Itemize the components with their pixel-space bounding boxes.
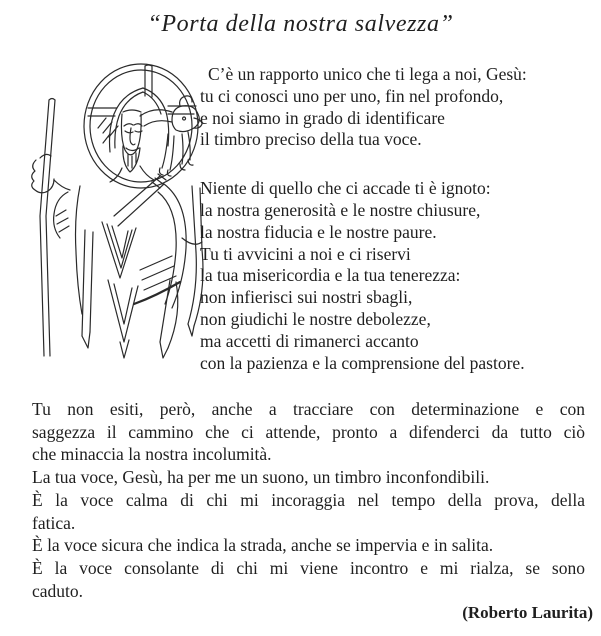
body-line: Tu non esiti, però, anche a tracciare con determinazione e con bbox=[32, 399, 585, 419]
body-line: che minaccia la nostra incolumità. bbox=[32, 444, 272, 465]
poem-line: Tu ti avvicini a noi e ci riservi bbox=[200, 243, 411, 264]
body-line: È la voce sicura che indica la strada, anche se impervia e in salita. bbox=[32, 535, 494, 556]
poem-line: la nostra generosità e le nostre chiusure, bbox=[200, 199, 481, 220]
poem-stanza bbox=[200, 178, 598, 374]
poem-line: la tua misericordia e la tua tenerezza: bbox=[200, 265, 461, 286]
poem-line: tu ci conosci uno per uno, fin nel profondo, bbox=[200, 85, 504, 106]
body-line: È la voce calma di chi mi incoraggia nel tempo della prova, della bbox=[32, 489, 585, 510]
body-line: È la voce consolante di chi mi viene incontro e mi rialza, se sono bbox=[32, 557, 585, 578]
poem bbox=[200, 64, 598, 374]
body-line: caduto. bbox=[32, 580, 84, 601]
page-title: “Porta della nostra salvezza” bbox=[147, 11, 454, 37]
poem-line: non giudichi le nostre debolezze, bbox=[200, 308, 431, 329]
poem-line: la nostra fiducia e le nostre paure. bbox=[200, 221, 437, 242]
body-line: fatica. bbox=[32, 512, 76, 533]
attribution: (Roberto Laurita) bbox=[462, 603, 593, 622]
poem-line: il timbro preciso della tua voce. bbox=[200, 129, 422, 150]
body-line: saggezza il cammino che ci attende, pronto a difenderci da tutto ciò bbox=[32, 421, 585, 442]
good-shepherd-line-drawing bbox=[22, 56, 204, 392]
poem-stanza bbox=[200, 64, 598, 151]
poem-line: C’è un rapporto unico che ti lega a noi, Gesù: bbox=[208, 64, 527, 84]
poem-line: non infierisci sui nostri sbagli, bbox=[200, 287, 413, 308]
poem-line: e noi siamo in grado di identificare bbox=[200, 107, 445, 128]
body-line: La tua voce, Gesù, ha per me un suono, un timbro inconfondibili. bbox=[32, 467, 490, 488]
poem-line: con la pazienza e la comprensione del pastore. bbox=[200, 352, 525, 373]
good-shepherd-illustration bbox=[22, 56, 204, 392]
body-text bbox=[32, 398, 585, 602]
poem-line: ma accetti di rimanerci accanto bbox=[200, 330, 419, 351]
poem-line: Niente di quello che ci accade ti è ignoto: bbox=[200, 178, 491, 199]
